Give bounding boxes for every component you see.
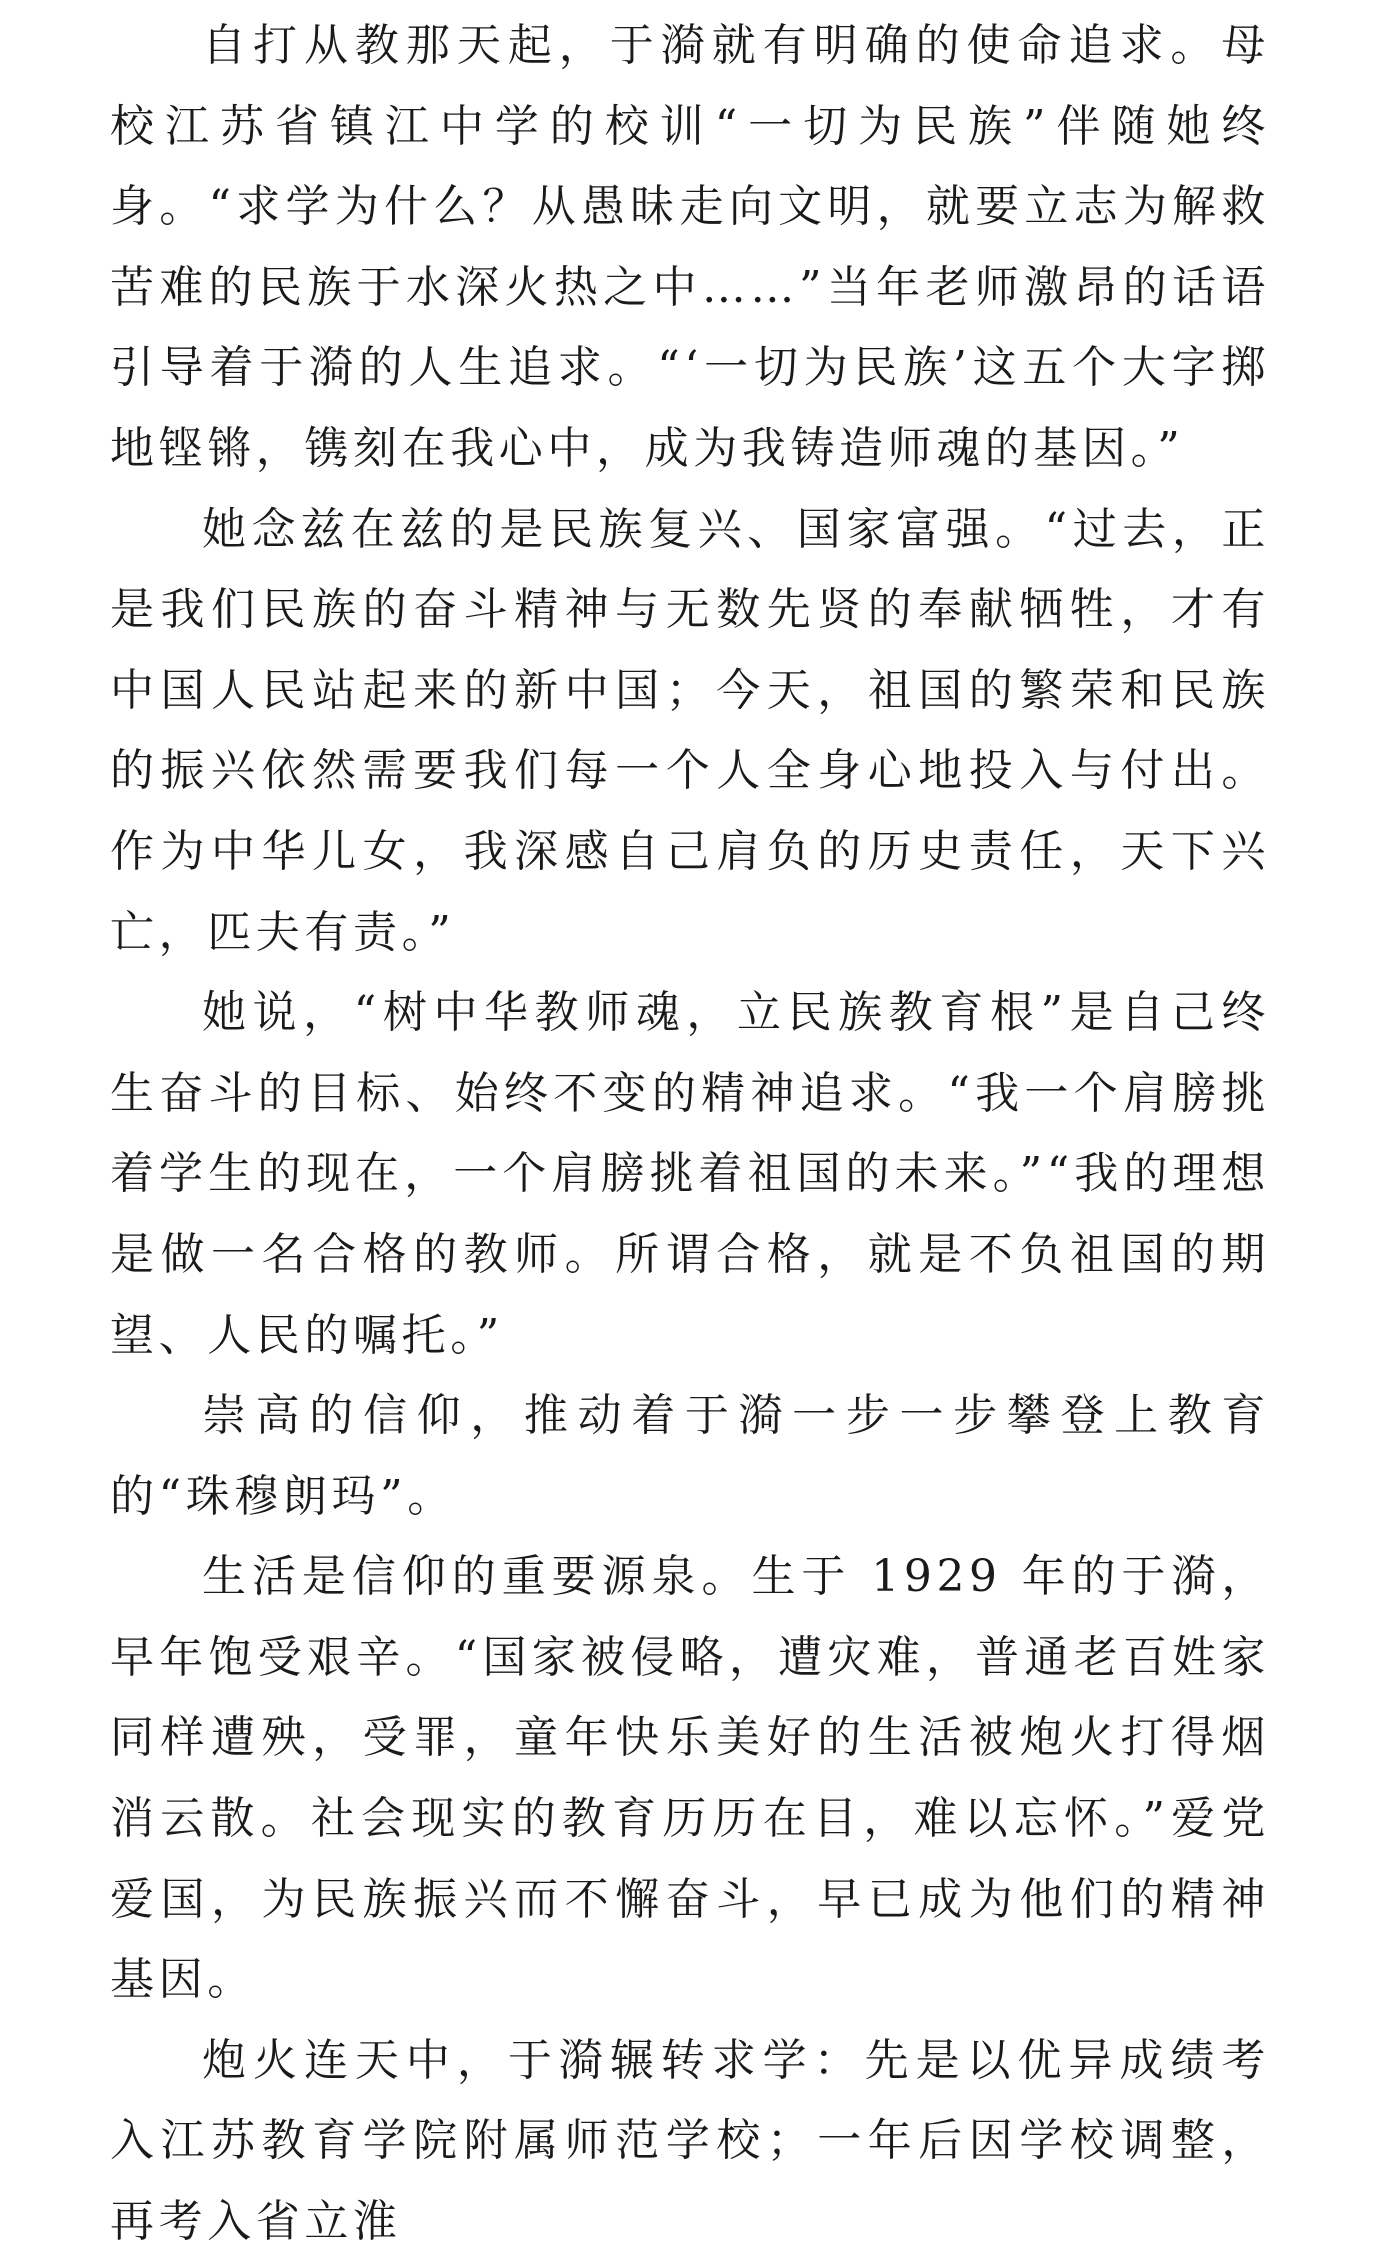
- paragraph-mission: 自打从教那天起，于漪就有明确的使命追求。母校江苏省镇江中学的校训“一切为民族”伴随她终身。“求学为什么？从愚昧走向文明，就要立志为解救苦难的民族于水深火热之中……”当年老师激昂的话语引导着于漪的人生追求。“‘一切为民族’这五个大字掷地铿锵，镌刻在我心中，成为我铸造师魂的基因。”: [110, 20, 1270, 474]
- article-body: [110, 0, 1270, 2263]
- paragraph-lofty-belief: 崇高的信仰，推动着于漪一步一步攀登上教育的“珠穆朗玛”。: [110, 1390, 1270, 1522]
- paragraph-teacher-soul: 她说，“树中华教师魂，立民族教育根”是自己终生奋斗的目标、始终不变的精神追求。“我一个肩膀挑着学生的现在，一个肩膀挑着祖国的未来。”“我的理想是做一名合格的教师。所谓合格，就是不负祖国的期望、人民的嘱托。”: [110, 987, 1270, 1361]
- paragraph-life-source: 生活是信仰的重要源泉。生于 1929 年的于漪，早年饱受艰辛。“国家被侵略，遭灾难，普通老百姓家同样遭殃，受罪，童年快乐美好的生活被炮火打得烟消云散。社会现实的教育历历在目，难以忘怀。”爱党爱国，为民族振兴而不懈奋斗，早已成为他们的精神基因。: [110, 1551, 1270, 2006]
- paragraph-national-rejuvenation: 她念兹在兹的是民族复兴、国家富强。“过去，正是我们民族的奋斗精神与无数先贤的奉献牺牲，才有中国人民站起来的新中国；今天，祖国的繁荣和民族的振兴依然需要我们每一个人全身心地投入与付出。作为中华儿女，我深感自己肩负的历史责任，天下兴亡，匹夫有责。”: [110, 503, 1270, 958]
- paragraph-wartime-study: 炮火连天中，于漪辗转求学：先是以优异成绩考入江苏教育学院附属师范学校；一年后因学校调整，再考入省立淮: [110, 2034, 1270, 2248]
